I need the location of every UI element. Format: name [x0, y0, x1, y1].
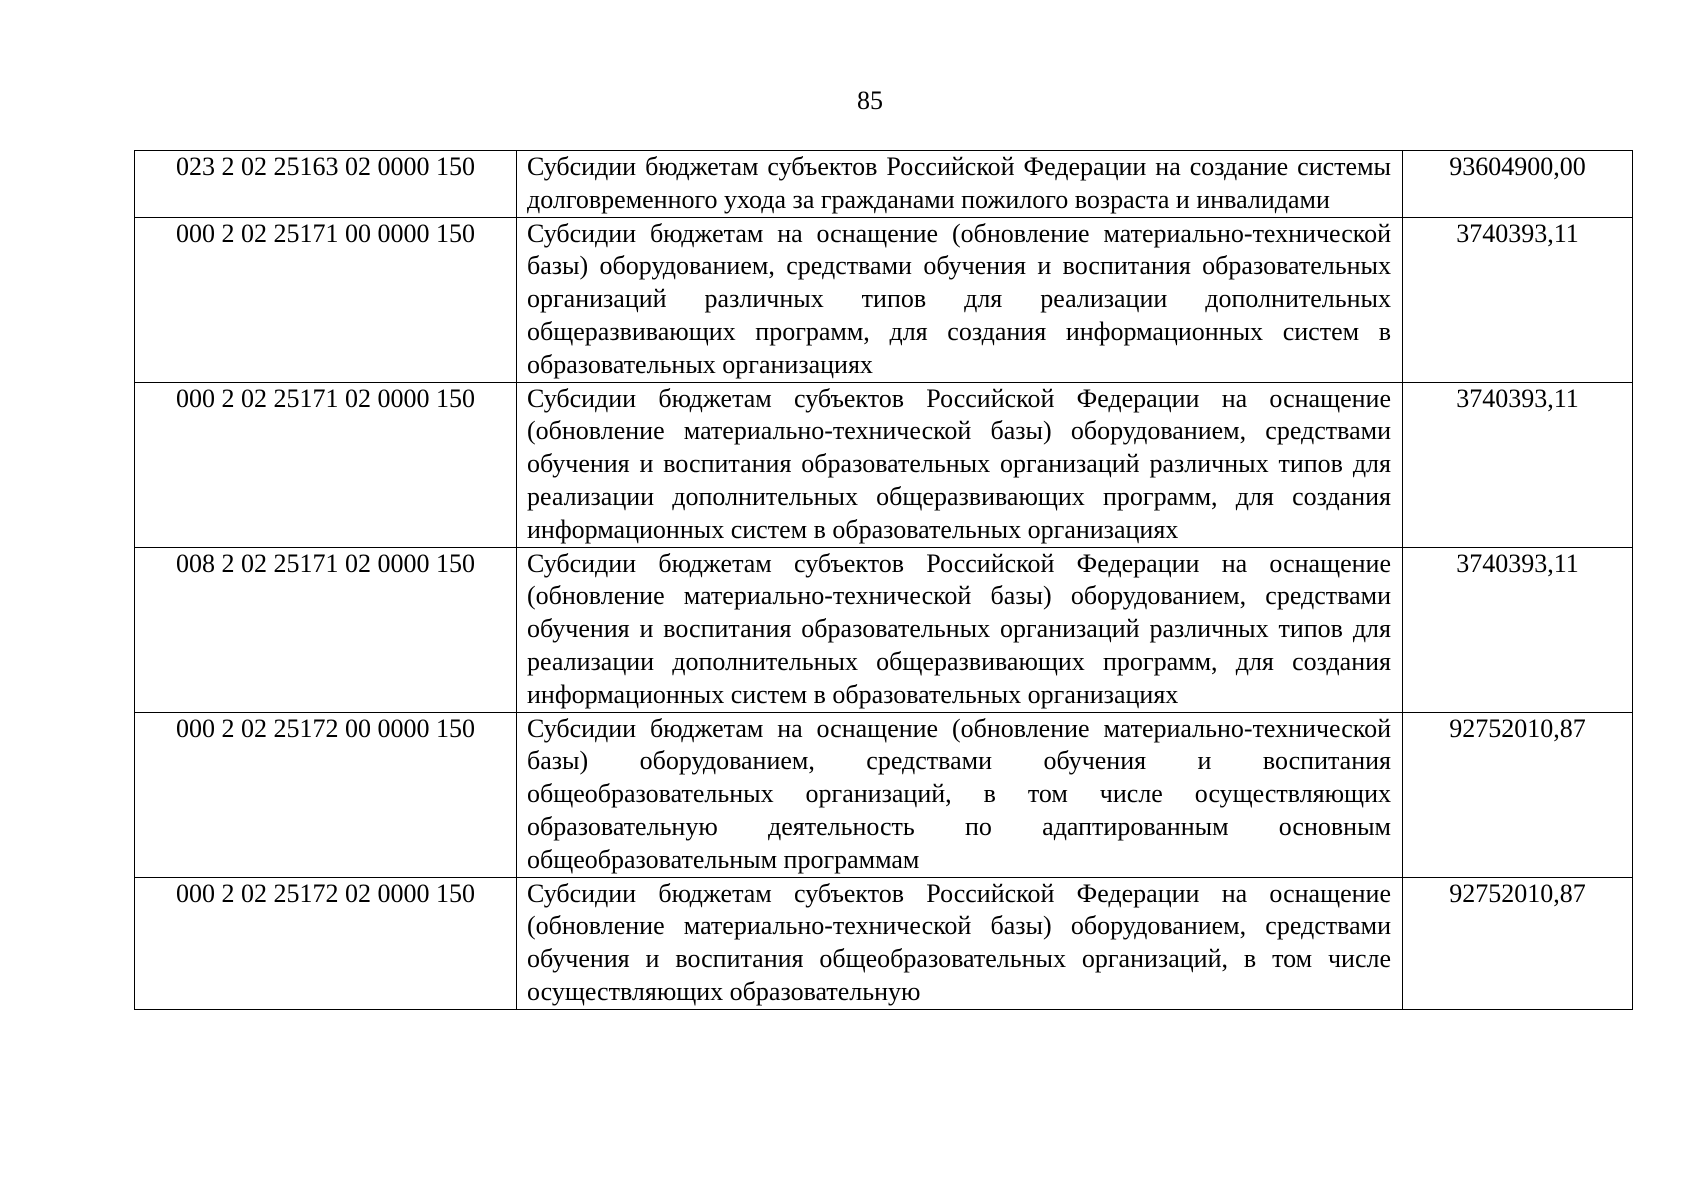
- revenue-description: Субсидии бюджетам субъектов Российской Федерации на оснащение (обновление материально-технической базы) оборудованием, средствами обучения и воспитания образовательных организаций различных типов для реализации дополнительных общеразвивающих программ, для создания информационных систем в образовательных организациях: [517, 382, 1403, 547]
- revenue-description: Субсидии бюджетам на оснащение (обновление материально-технической базы) оборудованием, средствами обучения и воспитания общеобразовательных организаций, в том числе осуществляющих образовательную деятельность по адаптированным основным общеобразовательным программам: [517, 712, 1403, 877]
- table-row: [135, 382, 1633, 547]
- table-row: [135, 151, 1633, 218]
- revenue-description: Субсидии бюджетам субъектов Российской Федерации на оснащение (обновление материально-технической базы) оборудованием, средствами обучения и воспитания образовательных организаций различных типов для реализации дополнительных общеразвивающих программ, для создания информационных систем в образовательных организациях: [517, 547, 1403, 712]
- page-number: 85: [857, 86, 883, 115]
- table-row: [135, 877, 1633, 1009]
- amount-value: 93604900,00: [1403, 151, 1633, 218]
- revenue-description: Субсидии бюджетам субъектов Российской Федерации на оснащение (обновление материально-технической базы) оборудованием, средствами обучения и воспитания общеобразовательных организаций, в том числе осуществляющих образовательную: [527, 878, 1391, 1006]
- budget-classification-code: 008 2 02 25171 02 0000 150: [135, 547, 517, 712]
- amount-value: 3740393,11: [1403, 547, 1633, 712]
- table-row: [135, 712, 1633, 877]
- budget-classification-code: 000 2 02 25171 02 0000 150: [135, 382, 517, 547]
- revenue-description: Субсидии бюджетам на оснащение (обновление материально-технической базы) оборудованием, средствами обучения и воспитания образовательных организаций различных типов для реализации дополнительных общеразвивающих программ, для создания информационных систем в образовательных организациях: [517, 217, 1403, 382]
- budget-revenue-table: [134, 150, 1633, 1010]
- budget-classification-code: 000 2 02 25172 00 0000 150: [135, 712, 517, 877]
- amount-value: 3740393,11: [1403, 217, 1633, 382]
- table-row: [135, 547, 1633, 712]
- revenue-description-cell: [517, 877, 1403, 1009]
- amount-value: 92752010,87: [1403, 712, 1633, 877]
- amount-value: 92752010,87: [1403, 877, 1633, 1009]
- amount-value: 3740393,11: [1403, 382, 1633, 547]
- revenue-description: Субсидии бюджетам субъектов Российской Федерации на создание системы долговременного ухода за гражданами пожилого возраста и инвалидами: [517, 151, 1403, 218]
- table-row: [135, 217, 1633, 382]
- budget-classification-code: 000 2 02 25172 02 0000 150: [135, 877, 517, 1009]
- budget-classification-code: 023 2 02 25163 02 0000 150: [135, 151, 517, 218]
- budget-classification-code: 000 2 02 25171 00 0000 150: [135, 217, 517, 382]
